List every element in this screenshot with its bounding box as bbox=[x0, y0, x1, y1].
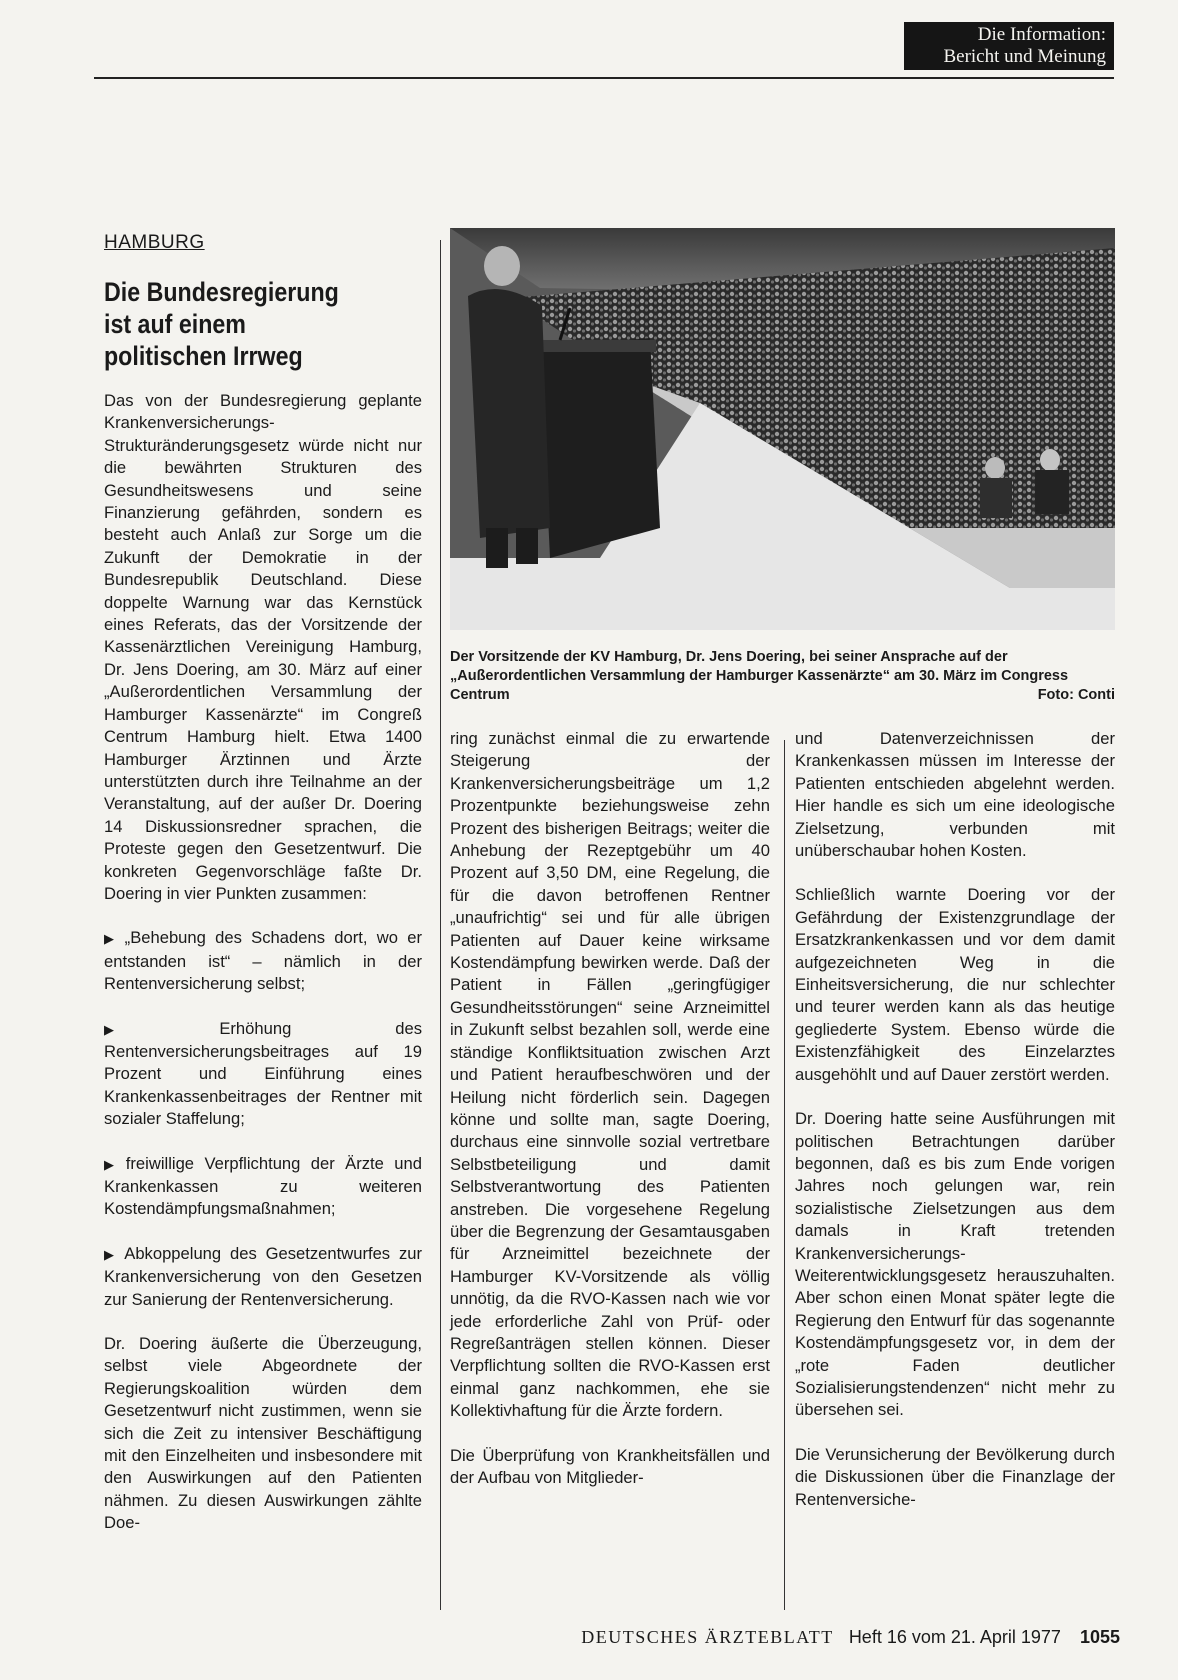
section-badge bbox=[904, 22, 1114, 70]
article-column-left bbox=[104, 390, 422, 1557]
headline-line-1: Die Bundesregierung bbox=[104, 277, 339, 307]
page-footer bbox=[480, 1627, 1120, 1648]
badge-line-2: Bericht und Meinung bbox=[943, 46, 1106, 67]
photo-credit: Foto: Conti bbox=[1037, 687, 1115, 703]
column-divider bbox=[784, 740, 785, 1610]
paragraph: ring zunächst einmal die zu erwartende Steigerung der Krankenversicherungsbeiträge um 1,2 Prozentpunkte beziehungsweise zehn Prozent des bisherigen Beitrags; weiter die Anhebung der Rezeptgebühr um 40 Prozent auf 3,50 DM, eine Regelung, die für die davon betroffenen Rentner „unaufrichtig“ sei und für alle übrigen Patienten auf Dauer keine wirksame Kostendämpfung bewirken werde. Daß der Patient in Fällen „geringfügiger Gesundheitsstörungen“ seine Arzneimittel in Zukunft selbst bezahlen soll, werde eine ständige Konfliktsituation zwischen Arzt und Patient heraufbeschwören und der Heilung nicht förderlich sein. Dagegen könne und sollte man, sagte Doering, durchaus eine sinnvolle sozial vertretbare Selbstbeteiligung und damit Selbstverantwortung des Patienten anstreben. Die vorgesehene Regelung über die Begrenzung der Gesamtausgaben für Arzneimittel bezeichnete der Hamburger KV-Vorsitzende als völlig unnötig, da die RVO-Kassen nach wie vor jede erforderliche Zahl von Prüf- oder Regreßanträgen stellen können. Dieser Verpflichtung sollten die RVO-Kassen erst einmal ganz nachkommen, ehe sie Kollektivhaftung für die Ärzte fordern. bbox=[450, 729, 770, 1421]
bullet-item bbox=[104, 1243, 422, 1311]
bullet-text: „Behebung des Schadens dort, wo er entstanden ist“ – nämlich in der Rentenversicherung selbst; bbox=[104, 928, 422, 994]
bullet-text: freiwillige Verpflichtung der Ärzte und Krankenkassen zu weiteren Kostendämpfungsmaßnahmen; bbox=[104, 1153, 422, 1219]
photo-caption bbox=[450, 648, 1115, 705]
bullet-triangle-icon: ▶ bbox=[104, 931, 119, 947]
conference-photo bbox=[450, 228, 1115, 630]
section-label: HAMBURG bbox=[104, 232, 205, 253]
paragraph: Dr. Doering äußerte die Überzeugung, selbst viele Abgeordnete der Regierungskoalition würden dem Gesetzentwurf nicht zustimmen, wenn sie sich die Zeit zu intensiver Beschäftigung mit den Einzelheiten und insbesondere mit den Auswirkungen auf den Patienten nähmen. Zu diesen Auswirkungen zählte Doe- bbox=[104, 1334, 422, 1533]
bullet-triangle-icon: ▶ bbox=[104, 1021, 214, 1037]
headline-line-3: politischen Irrweg bbox=[104, 341, 303, 371]
bullet-text: Erhöhung des Rentenversicherungsbeitrages auf 19 Prozent und Einführung eines Krankenkassenbeitrages der Rentner mit sozialer Staffelung; bbox=[104, 1018, 422, 1129]
paragraph: Die Überprüfung von Krankheitsfällen und der Aufbau von Mitglieder- bbox=[450, 1445, 770, 1487]
bullet-triangle-icon: ▶ bbox=[104, 1246, 119, 1262]
headline bbox=[104, 276, 388, 372]
paragraph: und Datenverzeichnissen der Krankenkassen müssen im Interesse der Patienten entschieden abgelehnt werden. Hier handle es sich um eine ideologische Zielsetzung, verbunden mit unüberschaubar hohen Kosten. bbox=[795, 729, 1115, 861]
caption-text: Der Vorsitzende der KV Hamburg, Dr. Jens Doering, bei seiner Ansprache auf der „Außerordentlichen Versammlung der Hamburger Kassenärzte“ am 30. März im Congress Centrum bbox=[450, 649, 1069, 703]
paragraph: Die Verunsicherung der Bevölkerung durch die Diskussionen über die Finanzlage der Rentenversiche- bbox=[795, 1444, 1115, 1509]
column-divider bbox=[440, 240, 441, 1610]
page-number: 1055 bbox=[1079, 1627, 1120, 1647]
article-column-middle bbox=[450, 728, 770, 1511]
paragraph: Dr. Doering hatte seine Ausführungen mit politischen Betrachtungen darüber begonnen, daß es bis zum Ende vorigen Jahres noch gelungen war, rein sozialistische Zielsetzungen aus dem damals in Kraft tretenden Krankenversicherungs-Weiterentwicklungsgesetz herauszuhalten. Aber schon einen Monat später legte die Regierung den Entwurf für das sogenannte Kostendämpfungsgesetz vor, in dem der „rote Faden deutlicher Sozialisierungstendenzen“ nicht mehr zu übersehen sei. bbox=[795, 1109, 1115, 1420]
bullet-item bbox=[104, 1018, 422, 1131]
bullet-text: Abkoppelung des Gesetzentwurfes zur Krankenversicherung von den Gesetzen zur Sanierung der Rentenversicherung. bbox=[104, 1243, 423, 1309]
bullet-triangle-icon: ▶ bbox=[104, 1156, 120, 1172]
issue-info: Heft 16 vom 21. April 1977 bbox=[848, 1627, 1061, 1647]
article-column-right bbox=[795, 728, 1115, 1533]
paragraph: Schließlich warnte Doering vor der Gefährdung der Existenzgrundlage der Ersatzkrankenkassen und vor dem damit aufgezeichneten Weg in die Einheitsversicherung, die nur schlechter und teurer werden kann als das heutige gegliederte System. Ebenso würde die Existenzfähigkeit des Einzelarztes ausgehöhlt und auf Dauer zerstört werden. bbox=[795, 885, 1115, 1084]
paragraph: Das von der Bundesregierung geplante Krankenversicherungs-Strukturänderungsgesetz würde nicht nur die bewährten Strukturen des Gesundheitswesens und seine Finanzierung gefährden, sondern es besteht auch Anlaß zur Sorge um die Zukunft der Demokratie in der Bundesrepublik Deutschland. Diese doppelte Warnung war das Kernstück eines Referats, das der Vorsitzende der Kassenärztlichen Vereinigung Hamburg, Dr. Jens Doering, am 30. März auf einer „Außerordentlichen Versammlung der Hamburger Kassenärzte“ im Congreß Centrum Hamburg hielt. Etwa 1400 Hamburger Ärztinnen und Ärzte unterstützten durch ihre Teilnahme an der Veranstaltung, auf der außer Dr. Doering 14 Diskussionsredner sprachen, die Proteste gegen den Gesetzentwurf. Die konkreten Gegenvorschläge faßte Dr. Doering in vier Punkten zusammen: bbox=[104, 391, 422, 903]
bullet-item bbox=[104, 1153, 422, 1221]
header-rule bbox=[94, 77, 1114, 79]
bullet-item bbox=[104, 927, 422, 995]
headline-line-2: ist auf einem bbox=[104, 309, 246, 339]
journal-name: DEUTSCHES ÄRZTEBLATT bbox=[581, 1627, 834, 1647]
badge-line-1: Die Information: bbox=[977, 24, 1106, 45]
